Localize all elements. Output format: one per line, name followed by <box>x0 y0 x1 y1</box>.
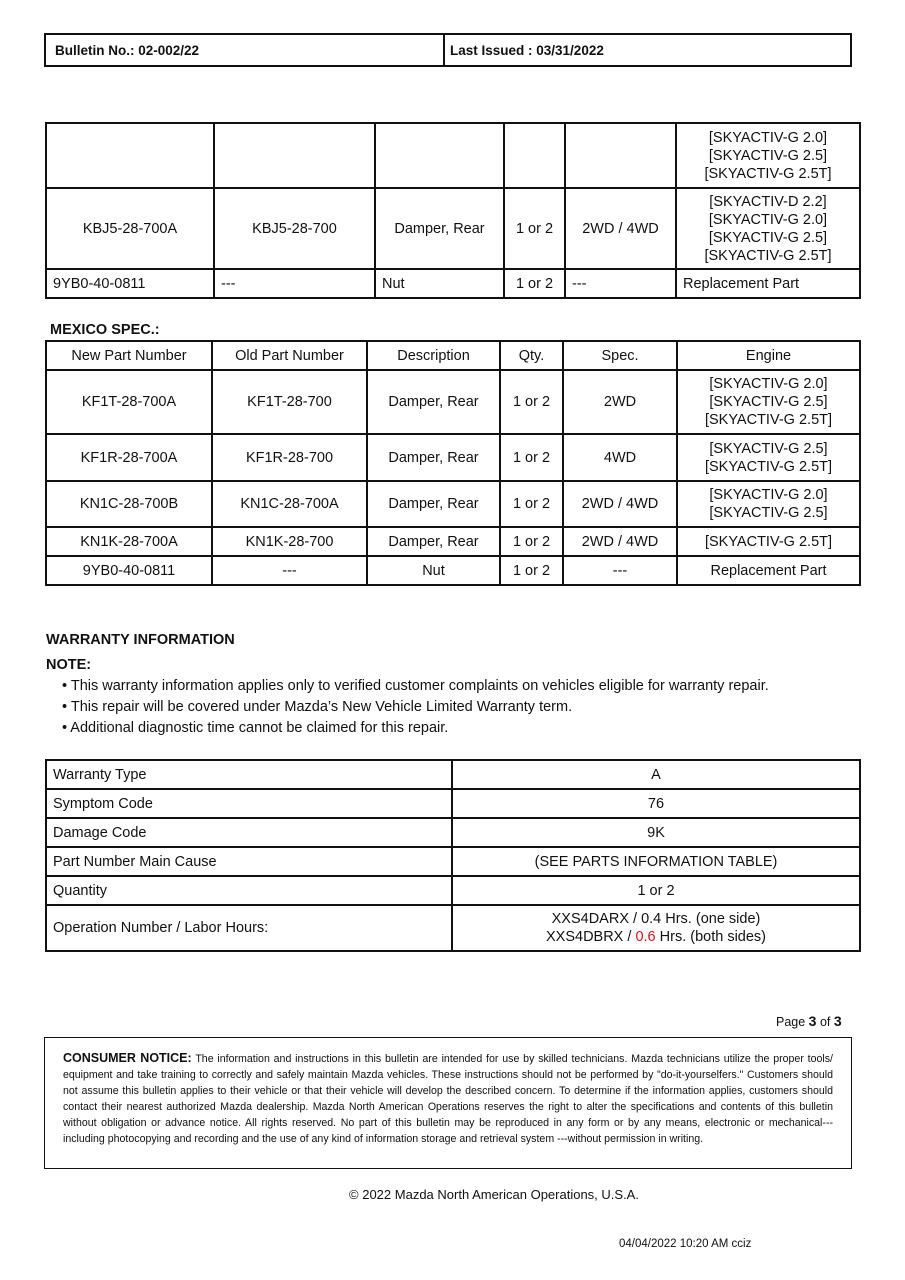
column-header: Engine <box>677 341 860 370</box>
page-prefix: Page <box>776 1015 809 1029</box>
description-cell: Damper, Rear <box>367 370 500 434</box>
description-cell: Damper, Rear <box>375 188 504 269</box>
mexico-spec-title: MEXICO SPEC.: <box>50 322 160 338</box>
engine-line: [SKYACTIV-D 2.2] <box>709 193 827 210</box>
spec-cell <box>565 123 676 188</box>
warranty-label: Quantity <box>46 876 452 905</box>
consumer-notice <box>44 1037 852 1169</box>
note-item: • This repair will be covered under Mazda’s New Vehicle Limited Warranty term. <box>62 699 573 715</box>
engine-line: [SKYACTIV-G 2.5T] <box>704 247 832 264</box>
engine-cell <box>676 123 860 188</box>
description-cell: Damper, Rear <box>367 481 500 527</box>
qty-cell: 1 or 2 <box>504 188 565 269</box>
new-part-cell: 9YB0-40-0811 <box>46 269 214 298</box>
table-row <box>46 876 860 905</box>
table-row <box>46 188 860 269</box>
table-row <box>46 123 860 188</box>
table-row <box>46 527 860 556</box>
print-timestamp: 04/04/2022 10:20 AM cciz <box>619 1238 752 1250</box>
old-part-cell: KF1R-28-700 <box>212 434 367 481</box>
spec-cell: 2WD / 4WD <box>565 188 676 269</box>
warranty-value: 9K <box>452 818 860 847</box>
table-row <box>46 481 860 527</box>
spec-cell: --- <box>565 269 676 298</box>
engine-line: [SKYACTIV-G 2.5] <box>709 394 828 410</box>
labor-op-code: XXS4DBRX / <box>545 929 636 945</box>
copyright: © 2022 Mazda North American Operations, U.S.A. <box>349 1187 639 1202</box>
column-header: Qty. <box>500 341 563 370</box>
page-current: 3 <box>808 1013 817 1029</box>
engine-line: [SKYACTIV-G 2.5T] <box>704 412 833 428</box>
qty-cell: 1 or 2 <box>504 269 565 298</box>
table-row <box>46 760 860 789</box>
new-part-cell: KF1R-28-700A <box>46 434 212 481</box>
engine-line: [SKYACTIV-G 2.5] <box>708 147 828 164</box>
spec-cell: 2WD / 4WD <box>563 481 677 527</box>
warranty-value: A <box>452 760 860 789</box>
engine-line: [SKYACTIV-G 2.0] <box>708 129 828 146</box>
labor-hours-suffix: Hrs. (both sides) <box>655 929 767 945</box>
old-part-cell: --- <box>214 269 375 298</box>
table-row <box>46 905 860 951</box>
engine-line: [SKYACTIV-G 2.5] <box>708 229 828 246</box>
table-row <box>46 556 860 585</box>
consumer-notice-title: CONSUMER NOTICE: <box>63 1051 192 1065</box>
new-part-cell <box>46 123 214 188</box>
description-cell: Damper, Rear <box>367 527 500 556</box>
spec-cell: 4WD <box>563 434 677 481</box>
engine-cell: Replacement Part <box>676 269 860 298</box>
spec-cell: 2WD / 4WD <box>563 527 677 556</box>
engine-line: [SKYACTIV-G 2.5] <box>709 440 828 457</box>
new-part-cell: KN1C-28-700B <box>46 481 212 527</box>
warranty-label: Damage Code <box>46 818 452 847</box>
column-header: New Part Number <box>46 341 212 370</box>
warranty-value: 1 or 2 <box>452 876 860 905</box>
note-label: NOTE: <box>46 657 92 673</box>
consumer-notice-body: The information and instructions in this bulletin are intended for use by skilled technicians. Mazda technicians utilize the proper tools/ equipment and take training to correctly and safely maintain Mazda vehicles. These instructions should not be performed by "do-it-yourselfers." Customers should not assume this bulletin applies to their vehicle or that their vehicle will develop the described concern. To determine if the information applies, customers should contact their nearest authorized Mazda dealership. Mazda North American Operations reserves the right to alter the specifications and contents of this bulletin without obligation or advance notice. All rights reserved. No part of this bulletin may be reproduced in any form or by any means, electronic or mechanical---including photocopying and recording and the use of any kind of information storage and retrieval system ---without permission in writing. <box>63 1053 834 1145</box>
engine-cell <box>677 434 860 481</box>
old-part-cell: KN1C-28-700A <box>212 481 367 527</box>
column-header: Old Part Number <box>212 341 367 370</box>
qty-cell: 1 or 2 <box>500 434 563 481</box>
table-row <box>46 434 860 481</box>
new-part-cell: KF1T-28-700A <box>46 370 212 434</box>
old-part-cell: --- <box>212 556 367 585</box>
spec-cell: 2WD <box>563 370 677 434</box>
table-row <box>46 370 860 434</box>
old-part-cell: KF1T-28-700 <box>212 370 367 434</box>
engine-line: [SKYACTIV-G 2.5T] <box>704 165 832 182</box>
spec-cell: --- <box>563 556 677 585</box>
engine-line: [SKYACTIV-G 2.5] <box>709 505 828 521</box>
engine-line: [SKYACTIV-G 2.0] <box>709 487 828 503</box>
engine-cell: [SKYACTIV-G 2.5T] <box>677 527 860 556</box>
page-of: of <box>816 1015 834 1029</box>
warranty-value: (SEE PARTS INFORMATION TABLE) <box>452 847 860 876</box>
column-header: Description <box>367 341 500 370</box>
header-divider <box>443 35 445 65</box>
description-cell: Damper, Rear <box>367 434 500 481</box>
qty-cell: 1 or 2 <box>500 527 563 556</box>
engine-line: [SKYACTIV-G 2.0] <box>708 211 828 228</box>
qty-cell <box>504 123 565 188</box>
warranty-label: Warranty Type <box>46 760 452 789</box>
warranty-table <box>45 759 861 952</box>
new-part-cell: KN1K-28-700A <box>46 527 212 556</box>
new-part-cell: 9YB0-40-0811 <box>46 556 212 585</box>
old-part-cell <box>214 123 375 188</box>
engine-cell <box>677 481 860 527</box>
column-header: Spec. <box>563 341 677 370</box>
description-cell: Nut <box>367 556 500 585</box>
description-cell <box>375 123 504 188</box>
last-issued: Last Issued : 03/31/2022 <box>450 43 604 58</box>
note-item: • Additional diagnostic time cannot be claimed for this repair. <box>62 720 449 736</box>
warranty-title: WARRANTY INFORMATION <box>46 632 235 648</box>
old-part-cell: KN1K-28-700 <box>212 527 367 556</box>
labor-value <box>452 905 860 951</box>
parts-table-continued <box>45 122 861 299</box>
engine-line: [SKYACTIV-G 2.0] <box>709 376 828 392</box>
qty-cell: 1 or 2 <box>500 481 563 527</box>
engine-line: [SKYACTIV-G 2.5T] <box>704 458 833 475</box>
engine-cell: Replacement Part <box>677 556 860 585</box>
labor-line-both-sides <box>459 928 853 946</box>
engine-cell <box>676 188 860 269</box>
qty-cell: 1 or 2 <box>500 556 563 585</box>
table-row <box>46 818 860 847</box>
bulletin-number: Bulletin No.: 02-002/22 <box>55 43 200 58</box>
labor-line-one-side: XXS4DARX / 0.4 Hrs. (one side) <box>551 911 761 927</box>
table-header-row <box>46 341 860 370</box>
warranty-label: Part Number Main Cause <box>46 847 452 876</box>
page-number <box>776 1013 842 1029</box>
labor-label: Operation Number / Labor Hours: <box>46 905 452 951</box>
page-total: 3 <box>833 1013 842 1029</box>
warranty-label: Symptom Code <box>46 789 452 818</box>
table-row <box>46 847 860 876</box>
engine-cell <box>677 370 860 434</box>
mexico-parts-table <box>45 340 861 586</box>
warranty-value: 76 <box>452 789 860 818</box>
qty-cell: 1 or 2 <box>500 370 563 434</box>
table-row <box>46 269 860 298</box>
note-item: • This warranty information applies only to verified customer complaints on vehicles eligible for warranty repair. <box>62 678 769 694</box>
bulletin-header <box>44 33 852 67</box>
labor-hours-highlight: 0.6 <box>635 929 656 945</box>
old-part-cell: KBJ5-28-700 <box>214 188 375 269</box>
table-row <box>46 789 860 818</box>
new-part-cell: KBJ5-28-700A <box>46 188 214 269</box>
description-cell: Nut <box>375 269 504 298</box>
